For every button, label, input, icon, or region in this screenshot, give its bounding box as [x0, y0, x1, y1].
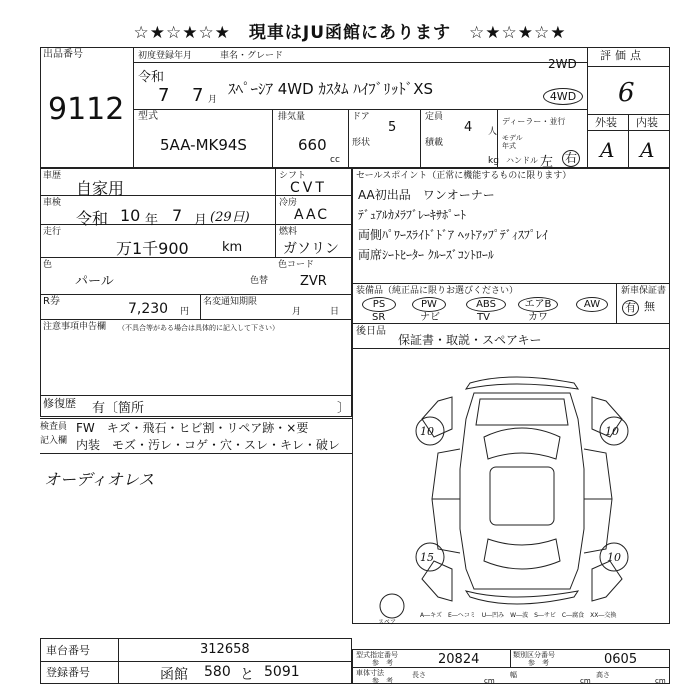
sales-line-4: 両席ｼｰﾄﾋｰﾀｰ ｸﾙｰｽﾞｺﾝﾄﾛｰﾙ [358, 248, 494, 262]
inspection-label: 車検 [43, 198, 62, 208]
notes-label: 注意事項申告欄 [43, 322, 107, 332]
sales-label: セールスポイント（正常に機能するものに限ります） [356, 171, 572, 181]
equip-label: 装備品（純正品に限りお選びください） [356, 286, 519, 296]
color-value: パール [75, 274, 114, 289]
inspection-month: 7 [172, 206, 183, 225]
ext-grade: A [600, 138, 615, 162]
reg-era: 令和 [138, 70, 165, 85]
usage-label: 車歴 [43, 171, 62, 181]
sales-line-3: 両側ﾊﾟﾜｰｽﾗｲﾄﾞﾄﾞｱ ﾍｯﾄｱｯﾌﾟﾃﾞｨｽﾌﾟﾚｲ [358, 228, 548, 242]
plate-class: 580 [204, 664, 231, 680]
drive-2wd: 2WD [548, 57, 577, 71]
cat-value: 0605 [604, 652, 638, 667]
chassis-value: 312658 [200, 642, 250, 657]
seats-label: 定員 [425, 112, 444, 122]
score-value: 6 [618, 78, 635, 108]
name-change-label: 名変通知期限 [203, 297, 258, 307]
ext-label: 外装 [595, 116, 617, 129]
spare-label: スペア [378, 619, 397, 626]
shift-value: CVT [290, 180, 327, 196]
reg-month: 7 [192, 85, 204, 106]
tire-rr-mark: 10 [607, 551, 621, 564]
accessories-label: 後日品 [356, 326, 386, 337]
reg-year: 7 [158, 85, 170, 106]
color-code: ZVR [300, 274, 327, 289]
inspect-line-2: 内装 モズ・汚レ・コゲ・穴・スレ・キレ・破レ [76, 438, 340, 452]
inspector-label: 検査員 [40, 422, 68, 432]
model-label: 型式 [138, 111, 158, 122]
int-grade: A [640, 138, 655, 162]
cc-value: 660 [298, 136, 327, 154]
recycle-value: 7,230 [128, 301, 169, 317]
shift-label: シフト [279, 171, 307, 181]
lot-number: 9112 [48, 92, 125, 127]
cc-label: 排気量 [278, 112, 306, 122]
mileage-label: 走行 [43, 227, 62, 237]
dealer-label: ディーラー・並行 [502, 117, 566, 126]
tire-fr-mark: 10 [605, 425, 619, 438]
inspection-year: 10 [120, 206, 141, 225]
recycle-label: R券 [43, 296, 60, 307]
equip-aw-circled: AW [576, 297, 608, 312]
equip-pw-circled: PW [412, 297, 446, 312]
equip-airbag-circled: エアB [518, 297, 558, 312]
sales-line-2: ﾃﾞｭｱﾙｶﾒﾗﾌﾞﾚｰｷｻﾎﾟｰﾄ [358, 208, 467, 222]
damage-legend: A―キズ E―ヘコミ U―凹み W―波 S―サビ C―腐食 XX―交換 [420, 612, 617, 619]
fuel-value: ガソリン [283, 241, 339, 257]
banner: ☆★☆★☆★ 現車はJU函館にあります ☆★☆★☆★ [133, 23, 567, 43]
model-value: 5AA-MK94S [160, 136, 247, 154]
usage-value: 自家用 [76, 179, 125, 198]
dims-label: 車体寸法 [356, 669, 384, 677]
fuel-label: 燃料 [279, 227, 298, 237]
plate-label: 登録番号 [46, 666, 90, 679]
color-label: 色 [43, 260, 53, 270]
plate-hira: と [240, 667, 254, 683]
doors-label: ドア [352, 112, 370, 122]
handle-right-circled: 右 [562, 150, 580, 167]
car-name-label: 車名・グレード [220, 51, 284, 61]
accessories-value: 保証書・取説・スペアキー [398, 333, 542, 347]
plate-number: 5091 [264, 664, 300, 680]
inspection-day: (29日) [210, 210, 250, 225]
equip-ps-circled: PS [362, 297, 396, 312]
inspect-line-1: FW キズ・飛石・ヒビ割・リペア跡・×要 [76, 421, 309, 435]
drive-4wd-circled: 4WD [543, 88, 583, 105]
tire-fl-mark: 10 [420, 425, 434, 438]
ac-label: 冷房 [279, 198, 298, 208]
plate-city: 函館 [160, 667, 188, 683]
mileage-value: 万1千900 [116, 239, 189, 258]
repair-label: 修復歴 [43, 397, 76, 410]
new-warranty-label: 新車保証書 [621, 286, 667, 296]
chassis-label: 車台番号 [46, 644, 90, 657]
score-label: 評価点 [600, 49, 645, 62]
car-name: ｽﾍﾟｰｼｱ 4WD ｶｽﾀﾑ ﾊｲﾌﾞﾘｯﾄﾞXS [228, 80, 434, 98]
cert-label: 型式指定番号 [356, 651, 398, 659]
repair-value: 有〔箇所 [92, 401, 145, 416]
handwritten-note: オーディオレス [44, 470, 155, 489]
color-change-label: 色替 [250, 276, 269, 286]
int-label: 内装 [636, 116, 658, 129]
tire-rl-mark: 15 [420, 551, 434, 564]
doors-value: 5 [388, 120, 397, 135]
warranty-yes-circled: 有 [622, 300, 639, 316]
lot-label: 出品番号 [43, 49, 83, 60]
first-reg-label: 初度登録年月 [138, 51, 193, 61]
car-damage-diagram [352, 349, 670, 624]
ac-value: AAC [294, 207, 330, 223]
equip-abs-circled: ABS [466, 297, 506, 312]
color-code-label: 色コード [278, 260, 315, 270]
seats-value: 4 [464, 120, 473, 135]
cert-value: 20824 [438, 652, 480, 667]
cat-label: 類別区分番号 [513, 651, 555, 659]
sales-line-1: AA初出品 ワンオーナー [358, 188, 495, 202]
